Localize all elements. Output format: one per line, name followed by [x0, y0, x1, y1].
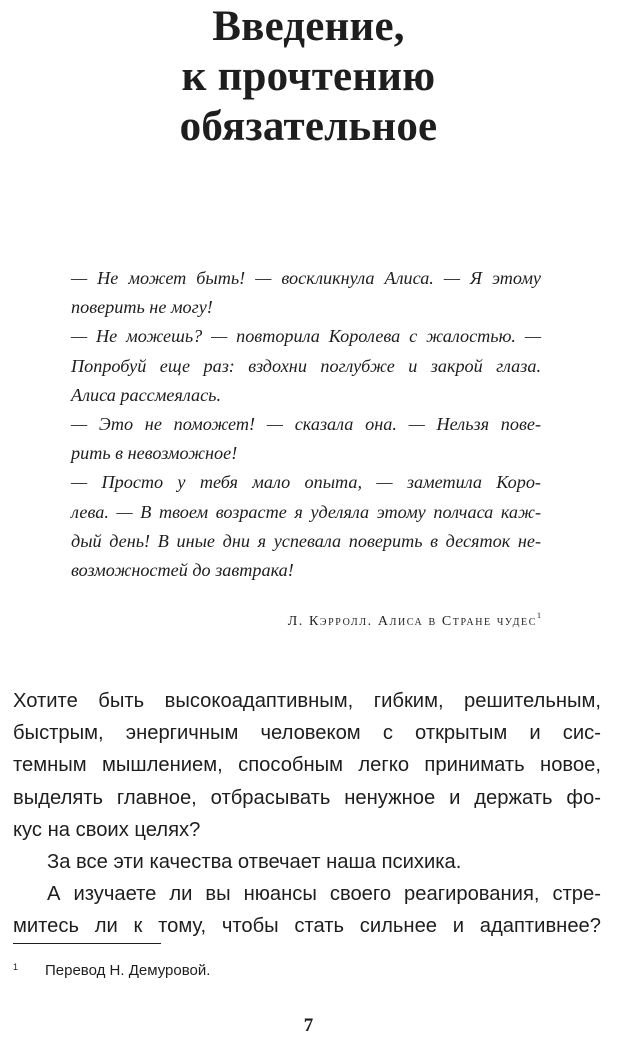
epigraph-line: возможностей до завтрака! — [71, 559, 294, 580]
body-line: За все эти качества отвечает наша психика. — [47, 850, 462, 873]
epigraph-source-text: Л. Кэрролл. Алиса в Стране чудес — [287, 614, 537, 629]
epigraph-line: — Просто у тебя мало опыта, — заметила Коро- — [71, 472, 541, 493]
body-line: Хотите быть высокоадаптивным, гибким, решительным, — [13, 690, 601, 712]
epigraph-line: — Это не поможет! — сказала она. — Нельзя пове- — [71, 413, 541, 434]
epigraph — [71, 264, 541, 585]
footnote-divider — [13, 943, 161, 944]
chapter-title-line: к прочтению — [181, 53, 436, 100]
body-text — [13, 685, 601, 943]
body-line: темным мышлением, способным легко принимать новое, — [13, 754, 601, 777]
body-line: митесь ли к тому, чтобы стать сильнее и адаптивнее? — [13, 915, 601, 938]
chapter-title — [0, 2, 617, 152]
footnote-marker: 1 — [13, 962, 19, 972]
epigraph-line: — Не можешь? — повторила Королева с жалостью. — — [71, 326, 541, 347]
footnote-text: Перевод Н. Демуровой. — [45, 962, 211, 979]
epigraph-line: Попробуй еще раз: вздохни поглубже и закрой глаза. — [71, 355, 541, 376]
footnote — [13, 957, 210, 981]
chapter-title-line: обязательное — [179, 103, 438, 150]
epigraph-line: рить в невозможное! — [71, 443, 238, 464]
epigraph-line: — Не может быть! — воскликнула Алиса. — Я этому — [71, 268, 541, 288]
body-line: кус на своих целях? — [13, 818, 201, 841]
epigraph-line: Алиса рассмеялась. — [71, 384, 221, 405]
body-line: выделять главное, отбрасывать ненужное и держать фо- — [13, 786, 601, 809]
epigraph-line: поверить не могу! — [71, 297, 213, 318]
chapter-title-line: Введение, — [212, 3, 405, 50]
epigraph-footnote-ref: 1 — [537, 611, 541, 620]
page-number: 7 — [303, 1015, 314, 1036]
epigraph-line: лева. — В твоем возрасте я уделяла этому полчаса каж- — [71, 501, 541, 522]
epigraph-source — [71, 606, 541, 632]
body-line: быстрым, энергичным человеком с открытым и сис- — [13, 722, 601, 745]
epigraph-line: дый день! В иные дни я успевала поверить в десяток не- — [71, 530, 541, 551]
body-line: А изучаете ли вы нюансы своего реагирования, стре- — [47, 883, 601, 906]
